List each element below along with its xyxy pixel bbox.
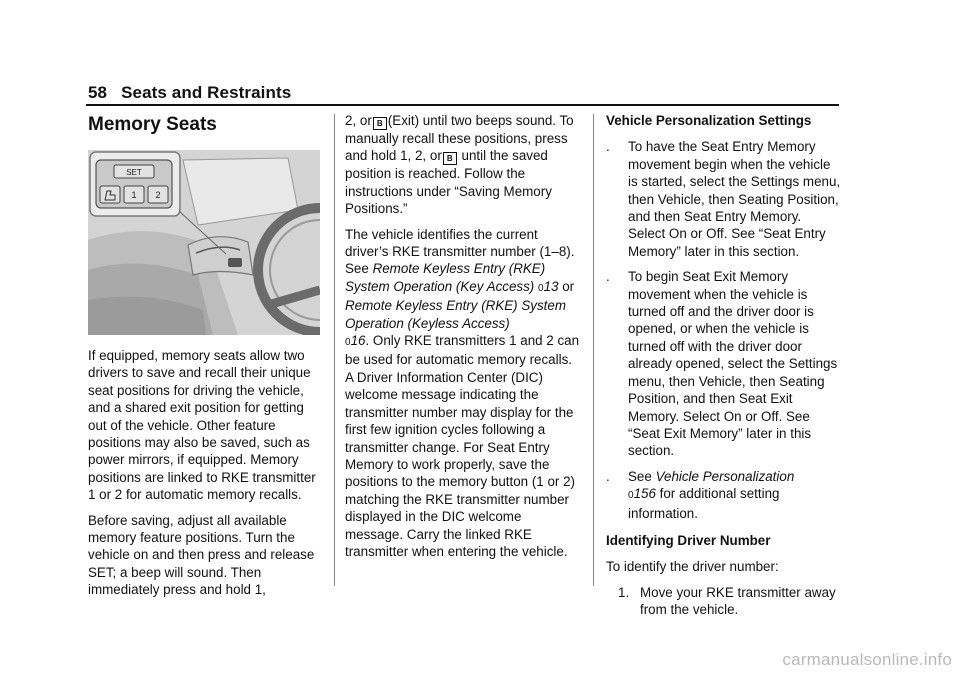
cross-reference[interactable]: Remote Keyless Entry (RKE) System Operation (Keyless Access) bbox=[345, 298, 567, 331]
paragraph: Before saving, adjust all available memory feature positions. Turn the vehicle on and then press and release SET; a beep will sound. Then immediately press and hold 1, bbox=[88, 512, 315, 598]
bullet-marker: . bbox=[606, 269, 610, 285]
section-heading: Memory Seats bbox=[88, 114, 217, 135]
page-header bbox=[88, 83, 291, 103]
subheading: Identifying Driver Number bbox=[606, 532, 771, 548]
text-run: The vehicle identifies the current driver’s RKE transmitter number (1–8). See bbox=[345, 226, 575, 277]
watermark: carmanualsonline.info bbox=[782, 650, 952, 669]
list-item bbox=[606, 468, 842, 522]
list-item-text bbox=[628, 468, 842, 522]
memory-seat-illustration bbox=[88, 150, 320, 335]
text-run: (Exit) until two beeps sound. To manually recall these positions, press and hold 1, 2, or bbox=[345, 113, 574, 164]
text-run: See bbox=[628, 468, 652, 484]
page-reference[interactable]: 13 bbox=[543, 278, 559, 294]
text-run: or bbox=[562, 278, 575, 294]
column-1 bbox=[88, 112, 324, 607]
paragraph bbox=[345, 112, 581, 218]
paragraph: If equipped, memory seats allow two drivers to save and recall their unique seat positions for driving the vehicle, and a shared exit position for getting out of the vehicle. Other feature positions may also be saved, such as power mirrors, if equipped. Memory positions are linked to RKE transmitter 1 or 2 for automatic memory recalls. bbox=[88, 348, 316, 503]
page-reference[interactable]: 156 bbox=[633, 486, 656, 502]
list-item-text: To begin Seat Exit Memory movement when the vehicle is turned off and the driver door is opened, or when the vehicle is turned off with the driver door already opened, select the Settings menu, then Vehicle, then Seating Position, and then Seat Exit Memory. Select On or Off. See “Seat Exit Memory” later in this section. bbox=[628, 269, 838, 459]
text-run: until the saved position is reached. Follow the instructions under “Saving Memory Positions.” bbox=[345, 148, 552, 217]
memory-button-1-label: 1 bbox=[131, 190, 137, 200]
page-ref-icon: 0 bbox=[345, 337, 351, 349]
bullet-marker: . bbox=[606, 468, 610, 484]
section-title: Seats and Restraints bbox=[121, 83, 292, 102]
text-run: 2, or bbox=[345, 113, 372, 128]
step-number: 1. bbox=[618, 584, 630, 600]
column-3 bbox=[606, 112, 842, 625]
list-item bbox=[606, 268, 842, 459]
list-item-text: To have the Seat Entry Memory movement begin when the vehicle is started, select the Settings menu, then Vehicle, then Seating Position, and then Seat Entry Memory. Select On or Off. See “Seat Entry Memory” later in this section. bbox=[628, 139, 841, 259]
page-ref-icon: 0 bbox=[628, 490, 634, 502]
exit-button-icon: B bbox=[373, 117, 387, 130]
paragraph: To identify the driver number: bbox=[606, 559, 779, 575]
memory-button-2-label: 2 bbox=[155, 190, 161, 200]
cross-reference[interactable]: Remote Keyless Entry (RKE) System Operation (Key Access) bbox=[345, 261, 546, 294]
subheading: Vehicle Personalization Settings bbox=[606, 113, 812, 128]
column-divider bbox=[334, 114, 335, 586]
text-run: . Only RKE transmitters 1 and 2 can be used for automatic memory recalls. A Driver Information Center (DIC) welcome message indicating the transmitter number may display for the first few ignition cycles following a transmitter change. For Seat Entry Memory to work properly, save the positions to the memory button (1 or 2) matching the RKE transmitter number displayed in the DIC welcome message. Carry the linked RKE transmitter when entering the vehicle. bbox=[345, 333, 580, 559]
text-run: for additional setting information. bbox=[628, 486, 780, 521]
page-number: 58 bbox=[88, 83, 108, 102]
set-button-label: SET bbox=[126, 168, 142, 177]
page-reference[interactable]: 16 bbox=[350, 333, 366, 349]
numbered-step bbox=[618, 584, 842, 619]
column-divider bbox=[593, 114, 594, 586]
column-2 bbox=[345, 112, 581, 568]
cross-reference[interactable]: Vehicle Personalization bbox=[655, 468, 795, 484]
paragraph bbox=[345, 226, 581, 561]
list-item bbox=[606, 138, 842, 260]
header-rule bbox=[86, 104, 839, 106]
bullet-marker: . bbox=[606, 139, 610, 155]
step-text: Move your RKE transmitter away from the vehicle. bbox=[640, 584, 836, 618]
page-ref-icon: 0 bbox=[538, 282, 544, 294]
exit-button-icon: B bbox=[443, 152, 457, 165]
